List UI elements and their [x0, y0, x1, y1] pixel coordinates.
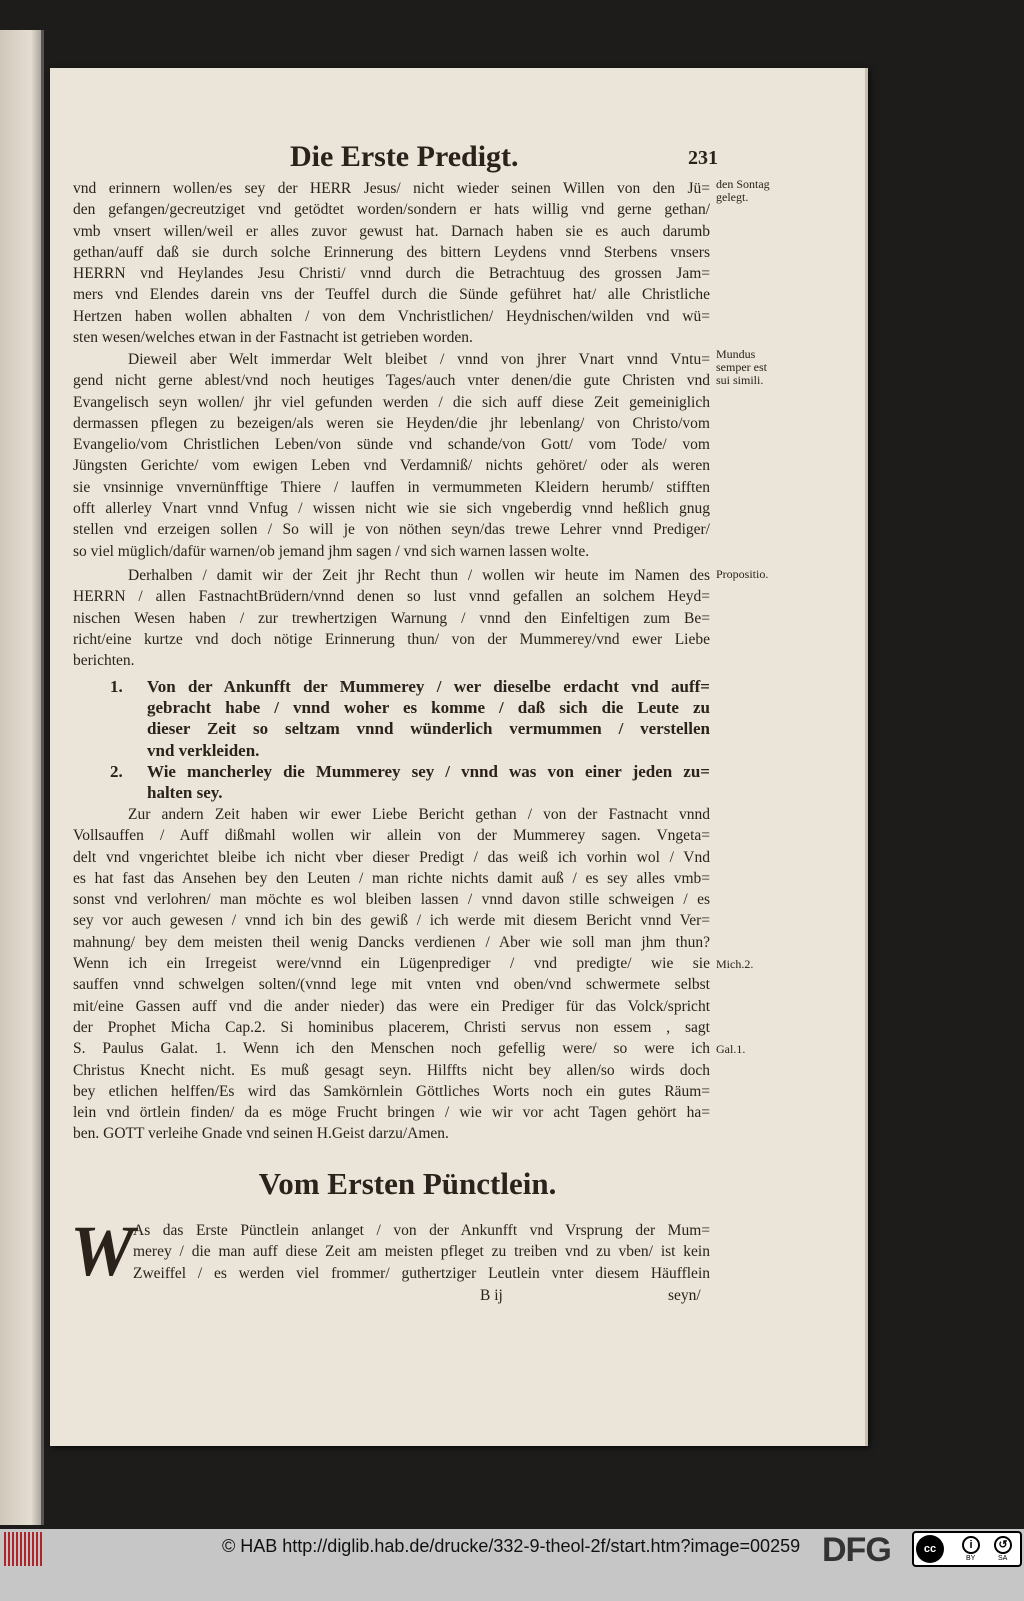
facing-page-edge — [0, 30, 44, 1525]
drop-cap-initial: W — [70, 1211, 135, 1291]
outline-number: 1. — [110, 677, 123, 696]
text-line: Zur andern Zeit haben wir ewer Liebe Bericht gethan / von der Fastnacht vnnd — [128, 806, 710, 823]
text-line: HERRN vnd Heylandes Jesu Christi/ vnnd durch die Betrachtuug des grossen Jam= — [73, 265, 710, 283]
text-line: gethan/auff daß sie durch solche Erinnerung des bittern Leydens vnnd Sterbens vnsers — [73, 243, 710, 261]
text-line: vmb vnsert willen/weil er alles zuvor gewust hat. Darnach haben sie es auch darumb — [73, 222, 710, 240]
text-line: offt allerley Vnart vnnd Vnfug / wissen nicht wie sie sich vngeberdig vnnd heßlich gnug — [73, 500, 710, 518]
text-line: sten wesen/welches etwan in der Fastnacht ist getrieben worden. — [73, 329, 473, 347]
section-heading: Vom Ersten Pünctlein. — [258, 1166, 557, 1201]
cc-icon: cc — [916, 1535, 944, 1563]
text-line: delt vnd vngerichtet bleibe ich nicht vber dieser Predigt / das weiß ich vorhin wol / Vnd — [73, 848, 710, 866]
text-line: mit/eine Gassen auff vnd die ander nieder) das were ein Prediger für das Volck/spricht — [73, 997, 710, 1015]
margin-note-micha: Mich.2. — [716, 957, 754, 971]
text-line: HERRN / allen FastnachtBrüdern/vnnd denen so lust vnnd gefallen an solchem Heyd= — [73, 588, 710, 606]
paragraph-1 — [73, 178, 710, 348]
text-line: sonst vnd verlohren/ man möchte es wol bleiben lassen / vnnd davon stille schweigen / es — [73, 891, 710, 909]
text-line: S. Paulus Galat. 1. Wenn ich den Menschen noch gefellig were/ so were ich — [73, 1040, 710, 1058]
text-line: Jüngsten Gerichte/ vom ewigen Leben vnd Verdamniß/ nichts gehöret/ oder als weren — [73, 457, 710, 475]
paragraph-4 — [73, 804, 710, 1145]
text-line: sie vnsinnige vnvernünfftige Thiere / lauffen in vermummeten Kleidern herumb/ stifften — [73, 478, 710, 496]
text-line: mahnung/ bey dem meisten theil wenig Dancks verdienen / Aber wie soll man jhm thun? — [73, 933, 710, 951]
sa-icon: ↺ — [994, 1536, 1012, 1554]
outline-item-1: 1. Von der Ankunfft der Mummerey / wer dieselbe erdacht vnd auff= gebracht habe / vnnd woher es komme / daß sich die Leute zu dieser Zeit so seltzam vnnd wünderlich vermummen / verstellen vnd verkleiden. — [110, 677, 710, 760]
text-line: lein vnd örtlein finden/ da es möge Frucht bringen / wie wir vor acht Tagen gehört ha= — [73, 1104, 710, 1122]
text-line: Derhalben / damit wir der Zeit jhr Recht thun / wollen wir heute im Namen des — [128, 567, 710, 584]
text-line: gend nicht gerne ablest/vnd noch heutiges Tages/auch vnter denen/die gute Christen vnd — [73, 372, 710, 390]
cc-license-badge[interactable]: cc i ↺ BY SA — [912, 1531, 1022, 1567]
text-line: Dieweil aber Welt immerdar Welt bleibet / vnnd von jhrer Vnart vnnd Vntu= — [128, 351, 710, 368]
text-line: stellen vnd erzeigen sollen / So will je von nöthen seyn/das trewe Lehrer vnnd Prediger/ — [73, 521, 710, 539]
text-line: Evangelisch seyn wollen/ jhr viel gefunden werden / die sich auff diese Zeit gemeiniglich — [73, 393, 710, 411]
dfg-logo: DFG — [822, 1531, 891, 1569]
text-line: Evangelio/vom Christlichen Leben/von sünde vnd schande/von Gott/ vom Tode/ vom — [73, 436, 710, 454]
paragraph-3 — [73, 565, 710, 671]
sermon-outline-list — [110, 676, 710, 803]
outline-item-2: 2. Wie mancherley die Mummerey sey / vnnd was von einer jeden zu= halten sey. — [110, 761, 710, 802]
text-line: merey / die man auff diese Zeit am meisten pfleget zu treiben vnd zu vben/ ist kein — [133, 1243, 710, 1261]
paragraph-2 — [73, 349, 710, 562]
text-line: As das Erste Pünctlein anlanget / von der Ankunfft vnd Vrsprung der Mum= — [133, 1222, 710, 1239]
text-line: nischen Wesen haben / zur trewhertzigen Warnung / vnnd den Einfeltigen zum Be= — [73, 609, 710, 627]
text-line: mers vnd Elendes darein vns der Teuffel durch die Sünde geführet hat/ alle Christliche — [73, 286, 710, 304]
text-line: berichten. — [73, 652, 135, 670]
text-line: ben. GOTT verleihe Gnade vnd seinen H.Geist darzu/Amen. — [73, 1125, 449, 1143]
margin-note-mundus: Mundus semper est sui simili. — [716, 347, 767, 387]
text-line: bey etlichen helffen/Es wird das Samkörnlein Göttliches Worts noch ein gutes Räum= — [73, 1082, 710, 1100]
source-url[interactable]: © HAB http://diglib.hab.de/drucke/332-9-theol-2f/start.htm?image=00259 — [222, 1536, 801, 1556]
margin-note-sontag: den Sontag gelegt. — [716, 177, 770, 204]
running-head: Die Erste Predigt. — [290, 140, 519, 173]
catchword: seyn/ — [668, 1287, 701, 1304]
text-line: Zweiffel / es werden viel frommer/ guthertziger Leutlein vnter diesem Häufflein — [133, 1264, 710, 1282]
page-number: 231 — [688, 147, 718, 169]
text-line: vnd erinnern wollen/es sey der HERR Jesus/ nicht wieder seinen Willen von den Jü= — [73, 180, 710, 197]
paragraph-5 — [133, 1220, 710, 1284]
outline-number: 2. — [110, 761, 123, 781]
margin-note-propositio: Propositio. — [716, 567, 769, 581]
text-line: sey vor auch gewesen / vnnd ich bin des gewiß / ich werde mit diesem Bericht vnnd Ver= — [73, 912, 710, 930]
signature-mark: B ij — [480, 1287, 503, 1304]
text-line: Hertzen haben wollen abhalten / von dem Vnchristlichen/ Heydnischen/wilden vnd wü= — [73, 307, 710, 325]
viewer-footer — [0, 1529, 1024, 1601]
text-line: sauffen vnnd schwelgen solten/(vnnd lege mit vnten vnd oben/vnd schwermete selbst — [73, 976, 710, 994]
text-line: Vollsauffen / Auff dißmahl wollen wir allein von der Mummerey sagen. Vngeta= — [73, 827, 710, 845]
text-line: dermassen pflegen zu bezeigen/als weren sie Heyden/die jhr lebenlang/ von Christo/vom — [73, 414, 710, 432]
margin-note-galat: Gal.1. — [716, 1042, 746, 1056]
text-line: so viel müglich/dafür warnen/ob jemand jhm sagen / vnd sich warnen lassen wolte. — [73, 542, 590, 560]
text-line: Wenn ich ein Irregeist were/vnnd ein Lügenprediger / vnd predigte/ wie sie — [73, 955, 710, 973]
text-line: der Prophet Micha Cap.2. Si hominibus placerem, Christi servus non essem , sagt — [73, 1018, 710, 1036]
by-icon: i — [962, 1536, 980, 1554]
text-line: es hat fast das Ansehen bey den Leuten / man richte nichts damit auß / es sey alles vmb= — [73, 869, 710, 887]
hab-logo-icon — [4, 1532, 44, 1566]
text-line: Christus Knecht nicht. Es muß gesagt seyn. Hilffts nicht bey allen/so wirds doch — [73, 1061, 710, 1079]
text-line: richt/eine kurtze vnd doch nötige Erinnerung thun/ von der Mummerey/vnd ewer Liebe — [73, 630, 710, 648]
text-line: den gefangen/gecreutziget vnd getödtet worden/sondern er hats willig vnd gerne gethan/ — [73, 201, 710, 219]
